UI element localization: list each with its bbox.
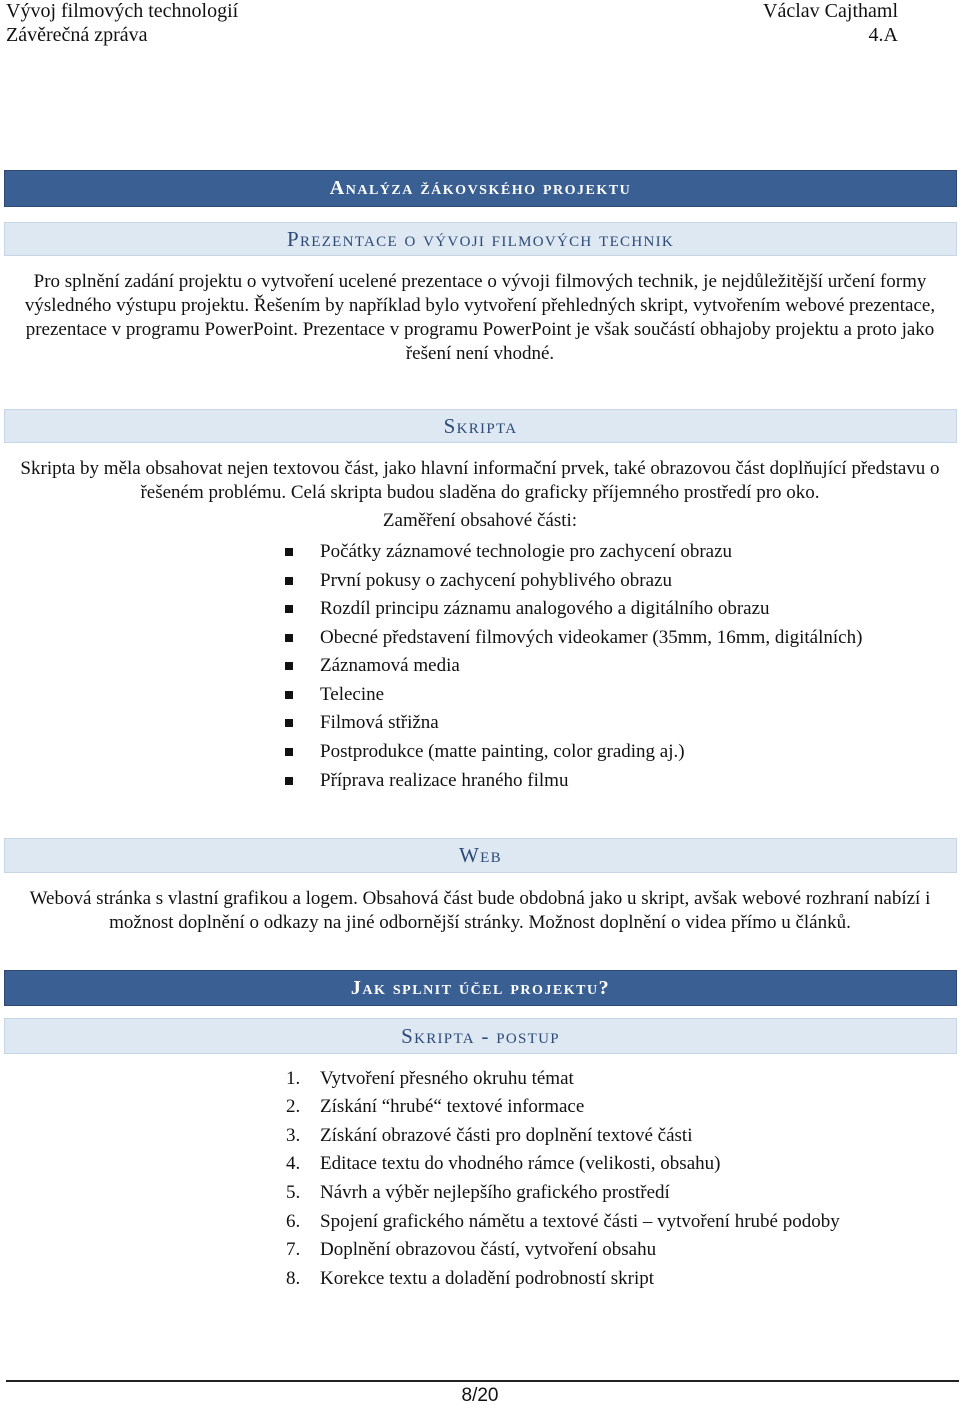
square-bullet-icon: [285, 548, 293, 556]
author-name: Václav Cajthaml: [763, 0, 898, 22]
subheading-skripta: Skripta: [4, 409, 957, 443]
square-bullet-icon: [285, 577, 293, 585]
subheading-skripta-procedure: Skripta - postup: [4, 1018, 957, 1054]
square-bullet-icon: [285, 719, 293, 727]
document-title: Vývoj filmových technologií: [6, 0, 239, 22]
paragraph-skripta: Skripta by měla obsahovat nejen textovou část, jako hlavní informační prvek, také obrazovou část doplňující představu o řešeném problému. Celá skripta budou sladěna do graficky příjemného prostředí pro oko.: [20, 458, 940, 503]
square-bullet-icon: [285, 691, 293, 699]
subheading-web: Web: [4, 838, 957, 873]
page-header-row-2: [6, 24, 898, 48]
page-number: 8/20: [461, 1385, 499, 1406]
section-heading-analysis: Analýza žákovského projektu: [4, 170, 957, 207]
section-heading-how-to: Jak splnit účel projektu?: [4, 970, 957, 1006]
footer-divider: [6, 1380, 959, 1382]
square-bullet-icon: [285, 777, 293, 785]
list-label: Zaměření obsahové části:: [382, 510, 578, 531]
subheading-presentation: Prezentace o vývoji filmových technik: [4, 222, 957, 256]
square-bullet-icon: [285, 605, 293, 613]
class-label: 4.A: [868, 24, 898, 46]
paragraph-presentation: Pro splnění zadání projektu o vytvoření ucelené prezentace o vývoji filmových technik, je nejdůležitější určení formy výsledného výstupu projektu. Řešením by například bylo vytvoření přehledných skript, vytvořením webové prezentace, prezentace v programu PowerPoint. Prezentace v programu PowerPoint je však součástí obhajoby projektu a proto jako řešení není vhodné.: [24, 271, 936, 364]
paragraph-web: Webová stránka s vlastní grafikou a logem. Obsahová část bude obdobná jako u skript, avšak webové rozhraní nabízí i možnost doplnění o odkazy na jiné odbornější stránky. Možnost doplnění o videa přímo u článků.: [29, 888, 931, 933]
page-header-row-1: [6, 0, 898, 24]
document-subtitle: Závěrečná zpráva: [6, 24, 148, 46]
square-bullet-icon: [285, 634, 293, 642]
square-bullet-icon: [285, 748, 293, 756]
square-bullet-icon: [285, 662, 293, 670]
